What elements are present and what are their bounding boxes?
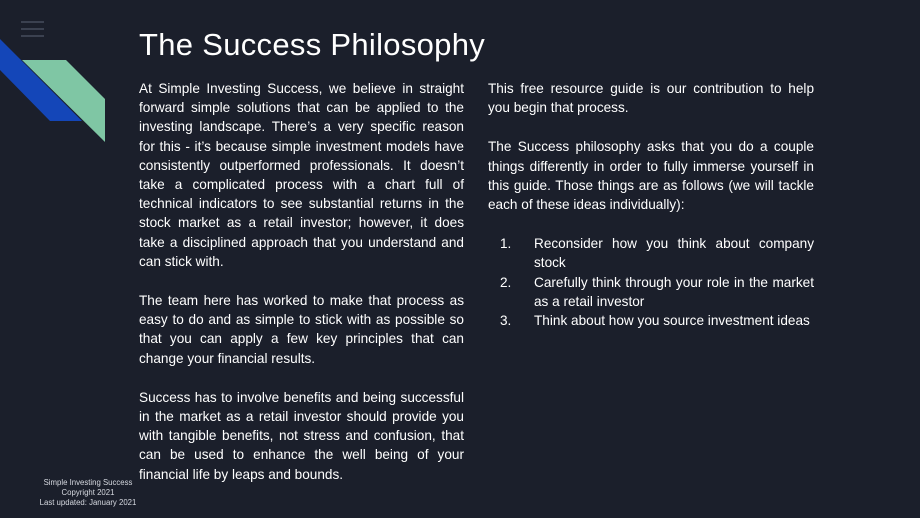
paragraph: Success has to involve benefits and being successful in the market as a retail investor should provide you with tangible benefits, not stress and confusion, that can be used to enhance the well being of your financial life by leaps and bounds. xyxy=(139,389,464,482)
list-item-number: 1. xyxy=(500,236,512,252)
list-item-number: 2. xyxy=(500,274,512,290)
list-item xyxy=(488,311,814,330)
page-title: The Success Philosophy xyxy=(139,27,486,62)
paragraph: This free resource guide is our contribution to help you begin that process. xyxy=(488,81,814,116)
list-item-text: Think about how you source investment ideas xyxy=(534,313,810,329)
ideas-list xyxy=(488,234,814,330)
footer xyxy=(28,478,148,508)
paragraph: At Simple Investing Success, we believe in straight forward simple solutions that can be applied to the investing landscape. There’s a very specific reason for this - it’s because simple investment models have consistently outperformed professionals. It doesn’t take a complicated process with a chart full of technical indicators to see substantial returns in the stock market as a retail investor; however, it does take a disciplined approach that you understand and can stick with. xyxy=(139,81,464,269)
right-text-column xyxy=(488,79,814,330)
footer-last-updated: Last updated: January 2021 xyxy=(39,498,137,507)
list-item-text: Carefully think through your role in the market as a retail investor xyxy=(534,274,814,309)
paragraph: The Success philosophy asks that you do a couple things differently in order to fully immerse yourself in this guide. Those things are as follows (we will tackle each of these ideas individually): xyxy=(488,139,814,213)
decorative-stripes-graphic xyxy=(0,30,110,145)
footer-brand: Simple Investing Success xyxy=(43,478,133,487)
list-item xyxy=(488,234,814,272)
left-text-column xyxy=(139,79,464,504)
list-item-text: Reconsider how you think about company stock xyxy=(534,236,814,271)
footer-copyright: Copyright 2021 xyxy=(61,488,115,497)
paragraph: The team here has worked to make that process as easy to do and as simple to stick with as possible so that you can apply a few key principles that can change your financial results. xyxy=(139,293,464,366)
list-item xyxy=(488,273,814,311)
list-item-number: 3. xyxy=(500,313,512,329)
